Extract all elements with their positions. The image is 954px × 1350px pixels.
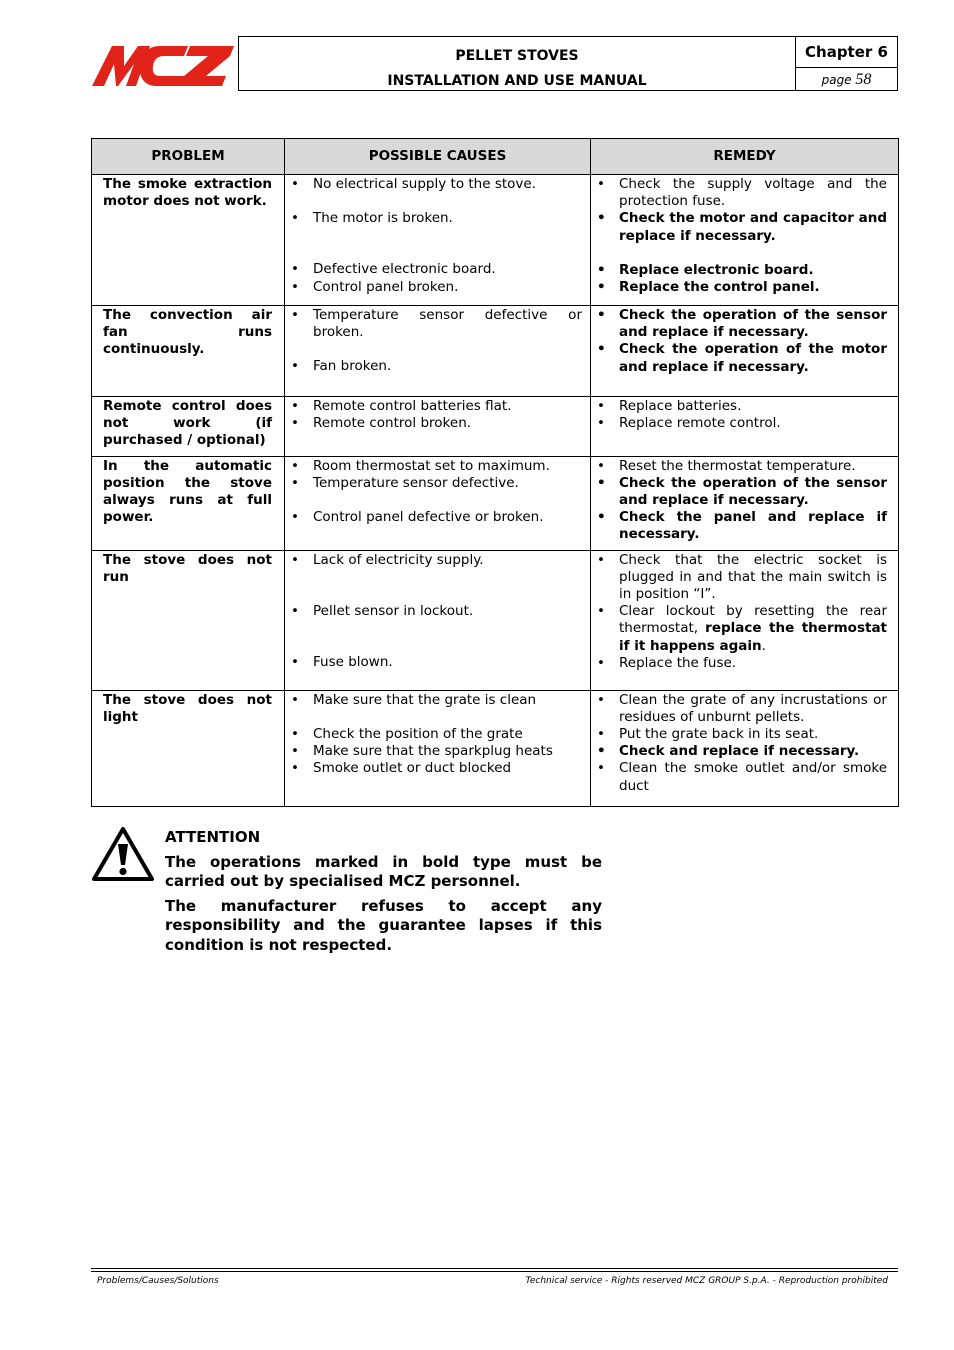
header-title: PELLET STOVES <box>455 48 579 64</box>
chapter-label: Chapter 6 <box>796 37 897 68</box>
remedy-item: • Replace electronic board. <box>595 262 887 279</box>
problem-cell: Remote control does not work (if purchased / optional) <box>92 397 285 457</box>
cause-item: • Pellet sensor in lockout. <box>289 603 582 620</box>
remedy-item: • Put the grate back in its seat. <box>595 726 887 743</box>
cause-item: • Fuse blown. <box>289 654 582 671</box>
cause-item: • Defective electronic board. <box>289 261 582 278</box>
remedy-cell <box>591 456 899 550</box>
cause-item: • Temperature sensor defective or broken. <box>289 307 582 341</box>
causes-cell <box>285 306 591 397</box>
table-row <box>92 690 899 806</box>
table-row <box>92 397 899 457</box>
warning-icon <box>91 826 155 882</box>
remedy-item: • Check the panel and replace if necessary. <box>595 509 887 543</box>
remedy-cell <box>591 550 899 690</box>
header-title-box <box>238 36 796 91</box>
cause-item: • Room thermostat set to maximum. <box>289 458 582 475</box>
attention-title: ATTENTION <box>165 828 261 846</box>
causes-cell <box>285 175 591 306</box>
remedy-item: • Reset the thermostat temperature. <box>595 458 887 475</box>
causes-cell <box>285 397 591 457</box>
problem-cell: The stove does not light <box>92 690 285 806</box>
remedy-item: • Check the supply voltage and the protection fuse. <box>595 176 887 210</box>
remedy-item: • Clear lockout by resetting the rear thermostat, replace the thermostat if it happens again. <box>595 603 887 655</box>
attention-paragraph: The manufacturer refuses to accept any responsibility and the guarantee lapses if this condition is not respected. <box>165 896 602 954</box>
attention-paragraph: The operations marked in bold type must be carried out by specialised MCZ personnel. <box>165 852 602 890</box>
cause-item: • Fan broken. <box>289 358 582 375</box>
remedy-item: • Check the motor and capacitor and replace if necessary. <box>595 210 887 244</box>
footer-divider <box>91 1268 898 1269</box>
remedy-item: • Clean the grate of any incrustations or residues of unburnt pellets. <box>595 692 887 726</box>
cause-item: • The motor is broken. <box>289 210 582 227</box>
problem-cell: The stove does not run <box>92 550 285 690</box>
table-row <box>92 175 899 306</box>
cause-item: • Remote control broken. <box>289 415 582 432</box>
remedy-item: • Check and replace if necessary. <box>595 743 887 760</box>
causes-cell <box>285 550 591 690</box>
remedy-item: • Replace batteries. <box>595 398 887 415</box>
problem-cell: The convection air fan runs continuously. <box>92 306 285 397</box>
remedy-item: • Check the operation of the sensor and replace if necessary. <box>595 307 887 341</box>
page-number: 58 <box>855 71 872 88</box>
mcz-logo <box>90 42 236 88</box>
page-indicator <box>796 71 897 89</box>
remedy-item: • Check the operation of the motor and replace if necessary. <box>595 341 887 375</box>
cause-item: • Make sure that the grate is clean <box>289 692 582 709</box>
cause-item: • Temperature sensor defective. <box>289 475 582 492</box>
cause-item: • Lack of electricity supply. <box>289 552 582 569</box>
remedy-cell <box>591 397 899 457</box>
cause-item: • Control panel defective or broken. <box>289 509 582 526</box>
header-subtitle: INSTALLATION AND USE MANUAL <box>387 73 647 89</box>
cause-item: • No electrical supply to the stove. <box>289 176 582 193</box>
remedy-item: • Clean the smoke outlet and/or smoke duct <box>595 760 887 794</box>
troubleshooting-table <box>91 138 899 807</box>
cause-item: • Make sure that the sparkplug heats <box>289 743 582 760</box>
column-header-causes: POSSIBLE CAUSES <box>285 139 591 175</box>
page-label: page <box>821 73 852 87</box>
column-header-problem: PROBLEM <box>92 139 285 175</box>
remedy-cell <box>591 690 899 806</box>
cause-item: • Check the position of the grate <box>289 726 582 743</box>
table-header-row <box>92 139 899 175</box>
causes-cell <box>285 690 591 806</box>
remedy-cell <box>591 306 899 397</box>
cause-item: • Control panel broken. <box>289 279 582 296</box>
table-row <box>92 306 899 397</box>
problem-cell: In the automatic position the stove always runs at full power. <box>92 456 285 550</box>
cause-item: • Smoke outlet or duct blocked <box>289 760 582 777</box>
problem-cell: The smoke extraction motor does not work. <box>92 175 285 306</box>
footer-section-title: Problems/Causes/Solutions <box>97 1276 219 1286</box>
footer-copyright: Technical service - Rights reserved MCZ GROUP S.p.A. - Reproduction prohibited <box>525 1276 888 1286</box>
table-row <box>92 456 899 550</box>
remedy-item: • Check that the electric socket is plugged in and that the main switch is in position “I”. <box>595 552 887 604</box>
causes-cell <box>285 456 591 550</box>
remedy-cell <box>591 175 899 306</box>
remedy-item: • Replace remote control. <box>595 415 887 432</box>
column-header-remedy: REMEDY <box>591 139 899 175</box>
cause-item: • Remote control batteries flat. <box>289 398 582 415</box>
attention-notice <box>165 828 602 960</box>
header-chapter-box <box>795 36 898 91</box>
footer-divider <box>91 1271 898 1272</box>
remedy-item: • Check the operation of the sensor and replace if necessary. <box>595 475 887 509</box>
table-row <box>92 550 899 690</box>
remedy-item: • Replace the control panel. <box>595 279 887 296</box>
remedy-item: • Replace the fuse. <box>595 655 887 672</box>
